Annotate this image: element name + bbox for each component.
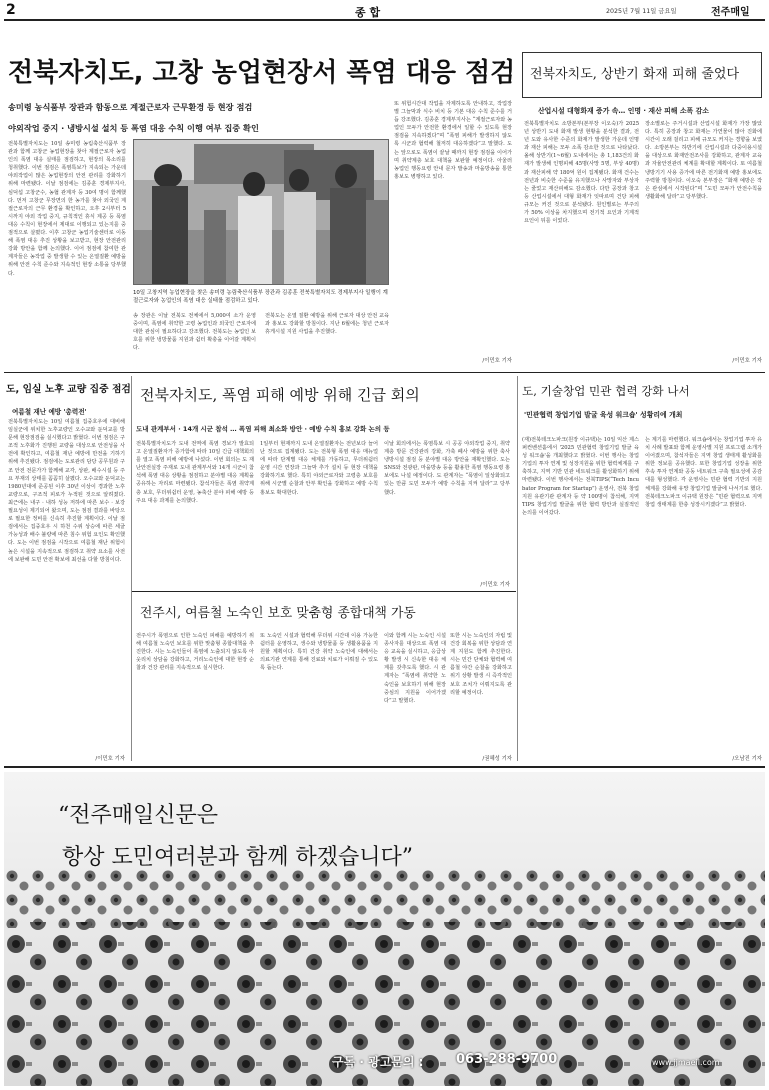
ad-website: www.jjmaeil.com [652,1058,720,1067]
right-top-headline: 전북자치도, 상반기 화재 피해 줄었다 [530,67,740,82]
top-article-byline: /이민호 기자 [482,358,512,364]
issue-date: 2025년 7월 11일 금요일 [606,8,677,15]
right-mid-col1: (재)전북테크노파크(원장 이규택)는 10일 익산 제스퍼컨벤션홀에서 '2025 민관협력 창업기업 발굴 육성 워크숍'을 개최했다고 밝혔다. 이번 행사는 창업기업의 투자 연계 및 성장지원을 위한 협력체계를 구축하고, 지역 기반 민관 네트워크를 활성화하기 위해 마련됐다. 이번 행사에서는 전북TIPS(“Tech Incubator Program for Startup”) 운영사, 전북 창업지원 유관기관 관계자 등 약 100명이 참석해, 지역 TIPS 창업기업 발굴을 위한 협력 방안과 실질적인 논의를 이어갔다. [522,437,639,516]
top-photo-caption: 10일 고창지역 농업현장을 찾은 송미령 농림축산식품부 장관과 김종훈 전북특별자치도 경제부지사 일행이 계절근로자와 농업인의 폭염 대응 실태를 점검하고 있다. [133,290,388,304]
middle-col3: 이날 회의에서는 폭염특보 시 공공 야외작업 중지, 취약계층 방문 건강관리 강화, 가축 폐사 예방을 위한 축사 냉방시설 점검 등 분야별 대응 방안을 재확인했다. 도는 SNS와 전광판, 마을방송 등을 활용한 폭염 행동요령 홍보에도 나설 예정이다. 도 관계자는 “폭염이 일상화되고 있는 만큼 도민 모두가 예방 수칙을 지켜 달라”고 당부했다. [384,441,510,496]
middle-headline: 전북자치도, 폭염 피해 예방 위해 긴급 회의 [140,386,420,404]
right-mid-col2: 는 계기를 마련했다. 워크숍에서는 창업기업 투자 유치 사례 발표와 함께 운영사별 지원 프로그램 소개가 이어졌으며, 참석자들은 지역 창업 생태계 활성화를 위한 정보를 공유했다. 또한 창업기업 성장을 위한 후속 투자 연계와 공동 네트워크 구축 필요성에 공감대를 형성했다. 각 운영사는 민관 협력 기반의 지원 체계를 강화해 유망 창업기업 발굴에 나서기로 했다. 전북테크노파크 이규택 원장은 “민관 협력으로 지역 창업 생태계를 한층 성장시키겠다”고 밝혔다. [645,437,762,508]
middle-byline: /이민호 기자 [480,582,510,588]
ad-phone: 063-288-9700 [456,1052,558,1067]
section-rule-1 [4,372,765,373]
right-mid-headline: 도, 기술창업 민관 협력 강화 나서 [522,384,690,398]
advertisement [4,772,765,1086]
section-rule-3 [4,766,765,768]
top-article-photo [133,139,389,285]
bottom-col3: 이와 함께 시는 노숙인 시설 종사자를 대상으로 폭염 대응 교육을 실시하고, 응급상황 발생 시 신속한 대응 체계를 갖추도록 했다. 시 관계자는 “폭염에 취약한 노숙인을 보호하기 위해 현장 중심의 지원을 이어가겠다”고 말했다. [384,633,446,704]
bottom-col2: 또 노숙인 시설과 협력해 무더위 시간대 이용 가능한 쉼터를 운영하고, 생수와 냉방물품 등 생활용품을 지원할 계획이다. 특히 건강 취약 노숙인에 대해서는 의료기관 연계를 통해 진료와 치료가 이뤄질 수 있도록 돕는다. [260,633,378,672]
ad-contact-label: 구독 · 광고문의 : [332,1055,424,1069]
page-number: 2 [6,2,16,18]
left-byline: /이민호 기자 [95,756,125,762]
middle-col2: 1일부터 현재까지 도내 온열질환자는 전년보다 늘어난 것으로 집계됐다. 도는 전북형 폭염 대응 매뉴얼에 따라 단계별 대응 체계를 가동하고, 무더위쉼터 운영 시간 연장과 그늘막 추가 설치 등 현장 대책을 강화하기로 했다. 특히 야외근로자와 고령층 보호를 위해 시군별 순찰과 안부 확인을 강화하고 예방 수칙 홍보도 확대한다. [260,441,378,496]
right-mid-byline: /오남진 기자 [732,756,762,762]
bottom-col4: 또한 시는 노숙인의 자립 및 건강 회복을 위한 상담과 연계 지원도 함께 추진한다. 시는 민간 단체와 협력해 여름철 야간 순찰을 강화하고 위기 상황 발생 시 즉각적인 보호 조치가 이뤄지도록 관리할 예정이다. [450,633,512,696]
right-mid-subhead: '민관협력 창업기업 발굴 육성 워크숍' 성황리에 개최 [524,411,683,419]
header-rule [4,19,765,21]
middle-subhead: 도내 관계부서 · 14개 시군 참석 … 폭염 피해 최소화 방안 · 예방 수칙 홍보 강화 논의 등 [136,425,390,433]
top-headline: 전북자치도, 고창 농업현장서 폭염 대응 점검 [8,58,516,88]
top-article-col-mid2: 전북도는 온열 질환 예방을 위해 근로자 대상 안전 교육과 홍보도 강화할 방침이다. 지난 6월에는 청년 근로자 휴게시설 지원 사업을 추진했다. [265,313,389,336]
top-article-col-mid: 송 장관은 이날 전북도 전체에서 5,000여 소가 운영 중이며, 폭염에 취약한 고령 농업인과 외국인 근로자에 대한 관심이 필요하다고 강조했다. 전북도는 농업인 보호를 위한 냉방물품 지원과 쉼터 확충을 이어갈 계획이다. [133,313,256,352]
left-body: 전북특별자치도는 10일 여름철 집중호우에 대비해 임실군에 위치한 노후교량인 오수교와 둔덕교를 방문해 현장점검을 실시했다고 밝혔다. 이번 점검은 구조적 노후화가 진행된 교량을 대상으로 안전성을 사전에 확인하고, 여름철 재난 예방에 만전을 기하기 위해 추진됐다. 점검에는 도로관리 담당 공무원과 구조 안전 전문가가 함께해 교각, 상판, 배수시설 등 주요 부재의 상태를 꼼꼼히 살폈다. 오수교와 둔덕교는 1980년대에 준공된 이후 30년 이상이 경과한 노후 교량으로, 구조적 피로가 누적된 것으로 알려졌다. 최근에는 내구 · 내하 성능 저하에 따른 보수 · 보강 필요성이 제기되어 왔으며, 도는 점검 결과를 바탕으로 필요한 정비를 신속히 추진할 계획이다. 이날 점검에서는 집중호우 시 하천 수위 상승에 따른 세굴 가능성과 배수 불량에 따른 침수 위험 요인도 확인했다. 도는 이번 점검을 시작으로 여름철 재난 위험이 높은 시설을 지속적으로 점검하고 취약 요소를 사전에 보완해 도민 안전 확보에 최선을 다할 방침이다. [8,419,125,563]
left-subhead: 여름철 재난 예방 '총력전' [12,408,87,416]
top-subhead-2: 야외작업 중지 · 냉방시설 설치 등 폭염 대응 수칙 이행 여부 집중 확인 [8,123,259,133]
brand-name: 전주매일 [711,7,750,18]
left-headline: 도, 임실 노후 교량 집중 점검 [6,384,131,395]
column-divider-left [131,376,132,761]
middle-col1: 전북특별자치도가 도내 전역에 폭염 경보가 발효되고 온열질환자가 증가함에 따라 10일 긴급 대책회의를 열고 폭염 피해 예방에 나섰다. 이번 회의는 도 재난안전실장 주재로 도내 관계부서와 14개 시군이 참석해 폭염 대응 상황을 점검하고 분야별 대응 계획을 공유하는 자리로 마련됐다. 참석자들은 폭염 취약계층 보호, 무더위쉼터 운영, 농축산 분야 피해 예방 등 주요 대응 과제를 논의했다. [136,441,254,504]
bottom-headline: 전주시, 여름철 노숙인 보호 맞춤형 종합대책 가동 [140,606,416,621]
bottom-col1: 전주시가 폭염으로 인한 노숙인 피해를 예방하기 위해 여름철 노숙인 보호를 위한 맞춤형 종합대책을 추진한다. 시는 노숙인들이 폭염에 노출되지 않도록 아웃리치 상담을 강화하고, 거리노숙인에 대한 현장 순찰과 건강 관리를 지속적으로 실시한다. [136,633,254,672]
bottom-byline: /권혜성 기자 [482,756,512,762]
ad-slogan-line2: 항상 도민여러분과 함께 하겠습니다” [62,845,414,870]
ad-slogan-line1: “전주매일신문은 [58,803,219,828]
right-top-col2: 장소별로는 주거시설과 산업시설 화재가 가장 많았다. 특히 공장과 창고 화재는 가연물이 많아 진화에 시간이 오래 걸리고 피해 규모도 커지는 경향을 보였다. 소방본부는 하반기에 산업시설과 다중이용시설을 대상으로 화재안전조사를 강화하고, 관계자 교육과 자율안전관리 체계를 확대할 계획이다. 또 여름철 냉방기기 사용 증가에 따른 전기화재 예방 홍보에도 주력할 방침이다. 이오숙 본부장은 “화재 예방은 작은 관심에서 시작된다”며 “도민 모두가 안전수칙을 생활화해 달라”고 당부했다. [645,121,762,200]
section-rule-2 [132,591,516,592]
right-top-col1: 전북특별자치도 소방본부(본부장 이오숙)가 2025년 상반기 도내 화재 발생 현황을 분석한 결과, 전년 도와 유사한 수준의 화재가 발생한 가운데 인명과 재산 피해는 모두 소폭 감소한 것으로 나타났다. 올해 상반기(1~6월) 도내에서는 총 1,183건의 화재가 발생해 인명피해 45명(사망 5명, 부상 40명)과 재산피해 약 180억 원이 집계됐다. 화재 건수는 전년과 비슷한 수준을 유지했으나 사망자와 부상자는 줄었고 재산피해도 감소했다. 다만 공장과 창고 등 산업시설에서 대형 화재가 잇따르며 건당 피해 규모는 커진 것으로 분석됐다. 원인별로는 부주의가 50% 이상을 차지했으며 전기적 요인과 기계적 요인이 뒤를 이었다. [524,121,639,225]
column-divider-right [517,376,518,761]
top-subhead-1: 송미령 농식품부 장관과 함동으로 계절근로자 근무환경 등 현장 점검 [8,102,253,112]
right-top-byline: /이민호 기자 [732,358,762,364]
section-label: 종 합 [355,6,381,19]
right-top-subhead: 산업시설 대형화재 증가 속… 인명 · 재산 피해 소폭 감소 [538,107,709,115]
top-article-col3: 또 위험시간대 작업을 자제하도록 안내하고, 작업장별 그늘막과 식수 비치 등 기본 대응 수칙 준수를 거듭 강조했다. 김종훈 경제부지사는 “계절근로자와 농업인 모두가 안전한 환경에서 일할 수 있도록 현장 점검을 지속하겠다”며 “폭염 피해가 발생하지 않도록 시군과 협력해 철저히 대응하겠다”고 말했다. 도는 앞으로도 폭염이 끝날 때까지 현장 점검을 이어가며 취약계층 보호 대책을 보완할 예정이다. 아울러 농업인 행동요령 안내 문자 발송과 마을방송을 통한 홍보도 병행하고 있다. [394,101,512,180]
top-article-col1: 전북특별자치도는 10일 송미령 농림축산식품부 장관과 함께 고창군 농업현장을 찾아 계절근로자 농업인의 폭염 대응 실태를 점검하고, 현장의 목소리를 청취했다. 이번 점검은 폭염특보가 지속되는 가운데 야외작업이 많은 농업현장의 안전 관리를 강화하기 위해 마련됐다. 이날 점검에는 김종훈 경제부지사, 심덕섭 고창군수, 농협 관계자 등 30여 명이 함께했다. 먼저 고창군 무장면의 한 농가를 찾아 외국인 계절근로자의 근무 환경을 확인하고, 오후 2시부터 5시까지 야외 작업 중지, 규칙적인 휴식 제공 등 폭염 대응 수칙이 현장에서 제대로 이행되고 있는지를 중점적으로 살폈다. 이후 고창군 농업기술센터로 이동해 폭염 대응 추진 상황을 보고받고, 현장 안전관리 강화 방안을 함께 논의했다. 이어 점검에 참여한 관계자들은 농작업 중 발생할 수 있는 온열질환 예방을 위해 안전 수칙 준수와 지속적인 현장 소통을 당부했다. [8,141,126,277]
